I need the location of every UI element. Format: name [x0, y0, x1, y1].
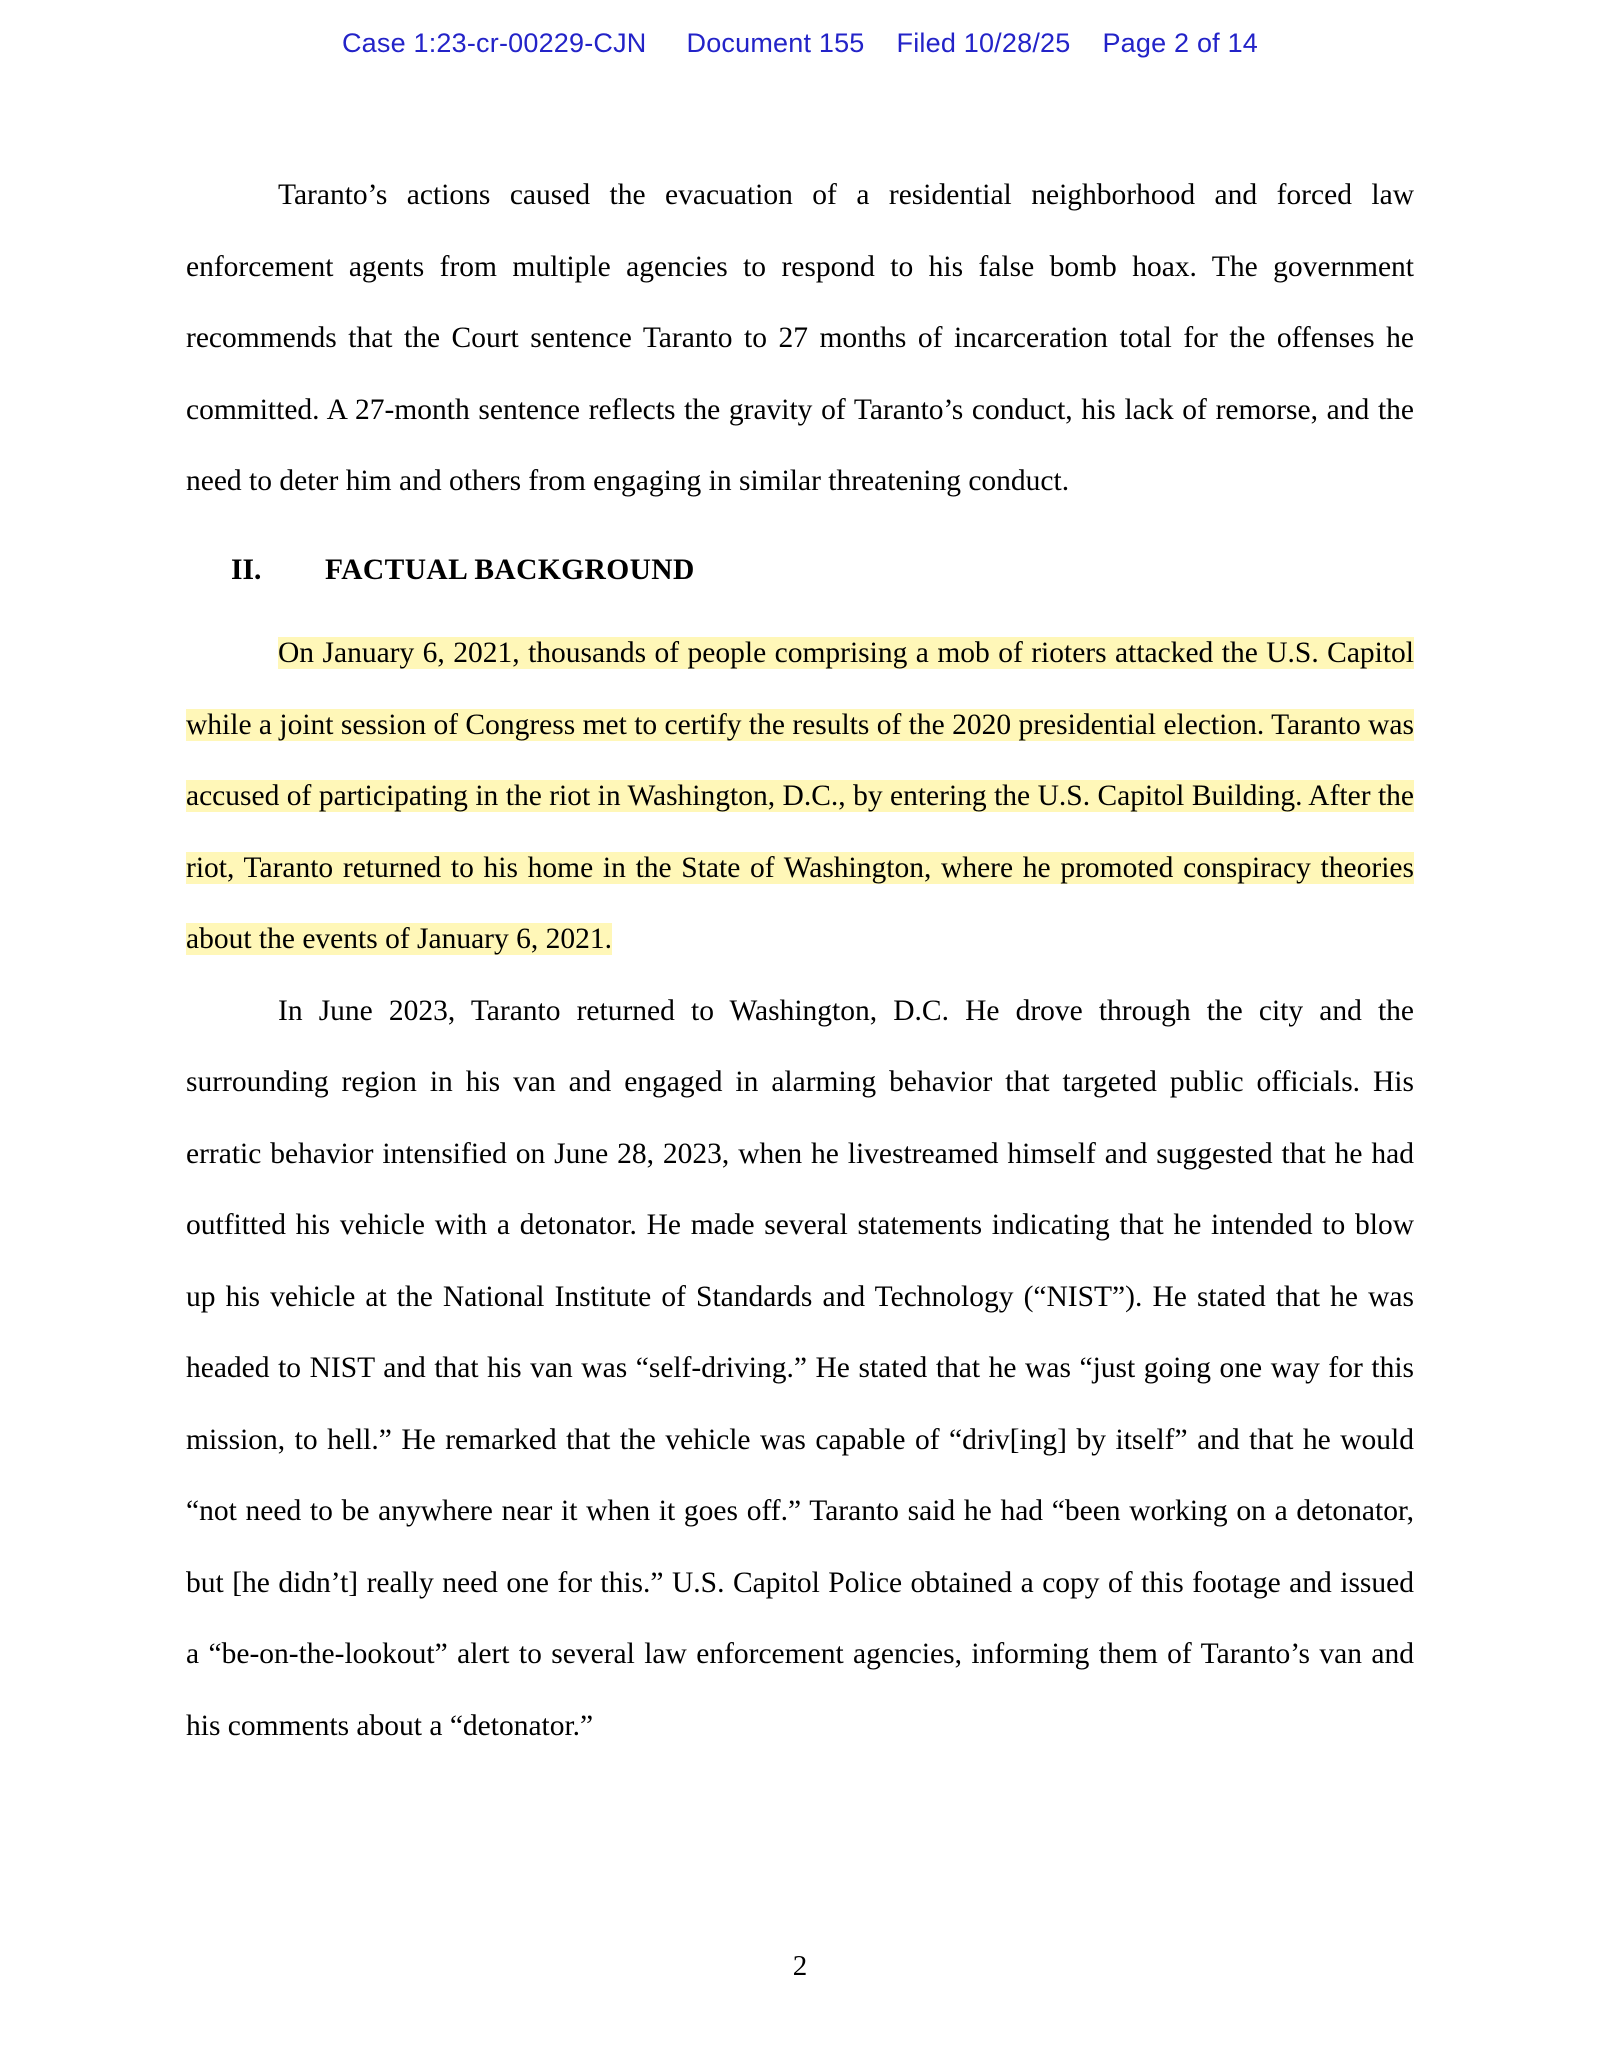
page-number-footer: 2 [792, 1950, 808, 1982]
paragraph-june-2023: In June 2023, Taranto returned to Washington, D.C. He drove through the city and the surrounding region in his van and engaged in alarming behavior that targeted public officials. His erratic behavior intensified on June 28, 2023, when he livestreamed himself and suggested that he had outfitted his vehicle with a detonator. He made several statements indicating that he intended to blow up his vehicle at the National Institute of Standards and Technology (“NIST”). He stated that he was headed to NIST and that his van was “self-driving.” He stated that he was “just going one way for this mission, to hell.” He remarked that the vehicle was capable of “driv[ing] by itself” and that he would “not need to be anywhere near it when it goes off.” Taranto said he had “been working on a detonator, but [he didn’t] really need one for this.” U.S. Capitol Police obtained a copy of this footage and issued a “be-on-the-lookout” alert to several law enforcement agencies, informing them of Taranto’s van and his comments about a “detonator.” [186, 994, 1414, 1742]
ecf-case-number: Case 1:23-cr-00229-CJN [341, 28, 647, 58]
document-body [186, 160, 1414, 1762]
paragraph-january-6-highlighted [186, 618, 1414, 976]
ecf-filed-date: Filed 10/28/25 [896, 28, 1071, 58]
ecf-document-number: Document 155 [686, 28, 865, 58]
section-heading-factual-background [186, 535, 1414, 607]
highlighted-text: On January 6, 2021, thousands of people comprising a mob of rioters attacked the U.S. Capitol while a joint session of Congress met to certify the results of the 2020 presidential election. Taranto was accused of participating in the riot in Washington, D.C., by entering the U.S. Capitol Building. After the riot, Taranto returned to his home in the State of Washington, where he promoted conspiracy theories about the events of January 6, 2021. [186, 637, 1414, 955]
ecf-page-indicator: Page 2 of 14 [1102, 28, 1258, 58]
ecf-stamp-header [0, 28, 1600, 59]
section-title: FACTUAL BACKGROUND [325, 553, 695, 586]
section-number: II. [231, 553, 262, 586]
paragraph-recommendation: Taranto’s actions caused the evacuation of a residential neighborhood and forced law enforcement agents from multiple agencies to respond to his false bomb hoax. The government recommends that the Court sentence Taranto to 27 months of incarceration total for the offenses he committed. A 27-month sentence reflects the gravity of Taranto’s conduct, his lack of remorse, and the need to deter him and others from engaging in similar threatening conduct. [186, 179, 1414, 497]
